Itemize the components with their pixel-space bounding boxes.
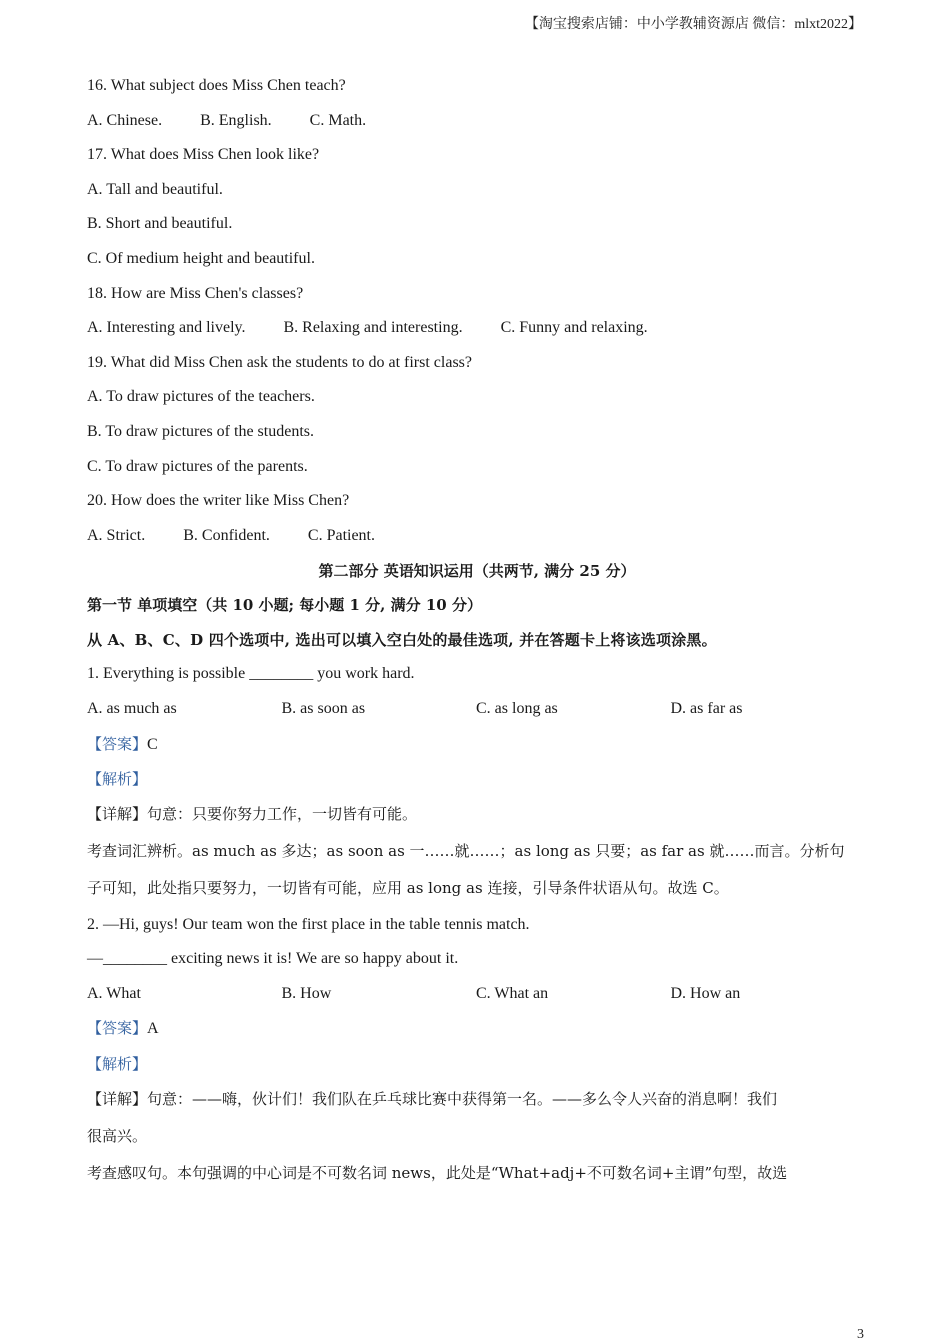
item-2-option-a: A. What: [87, 984, 141, 1002]
option-19-b: B. To draw pictures of the students.: [87, 422, 314, 440]
item-2-stem-line-2: —________ exciting news it is! We are so happy about it.: [87, 950, 459, 968]
item-1-option-c: C. as long as: [476, 699, 558, 717]
item-1-stem: 1. Everything is possible ________ you work hard.: [87, 665, 415, 683]
question-18: 18. How are Miss Chen's classes?: [87, 284, 304, 302]
section1-title: 第一节 单项填空（共 10 小题; 每小题 1 分, 满分 10 分）: [87, 596, 482, 615]
option-17-b: B. Short and beautiful.: [87, 215, 233, 233]
option-16-a: A. Chinese.: [87, 111, 163, 129]
option-18-c: C. Funny and relaxing.: [500, 319, 648, 337]
options-18: [87, 318, 867, 338]
item-1-explanation-line-1: 考查词汇辨析。as much as 多达；as soon as 一……就……；as long as 只要；as far as 就……而言。分析句: [87, 841, 845, 860]
option-20-a: A. Strict.: [87, 526, 146, 544]
part2-title: 第二部分 英语知识运用（共两节, 满分 25 分）: [318, 562, 636, 581]
option-17-a: A. Tall and beautiful.: [87, 180, 223, 198]
item-2-option-b: B. How: [281, 984, 332, 1002]
item-2-detail-line-2: 很高兴。: [87, 1126, 148, 1145]
answer-value: C: [147, 735, 158, 753]
item-2-stem-line-1: 2. —Hi, guys! Our team won the first place in the table tennis match.: [87, 915, 530, 933]
option-18-a: A. Interesting and lively.: [87, 319, 246, 337]
page-number: 3: [857, 1327, 864, 1342]
page-header: 【淘宝搜索店铺：中小学教辅资源店 微信：mlxt2022】: [524, 17, 862, 32]
item-1-options: [87, 699, 867, 719]
answer-label: 【答案】: [87, 1019, 148, 1038]
item-1-option-d: D. as far as: [670, 699, 743, 717]
item-1-analysis-label: 【解析】: [87, 770, 148, 789]
item-2-option-c: C. What an: [476, 984, 549, 1002]
item-2-analysis-label: 【解析】: [87, 1055, 148, 1074]
options-20: [87, 526, 867, 546]
question-19: 19. What did Miss Chen ask the students to do at first class?: [87, 353, 472, 371]
item-1-detail: 【详解】句意：只要你努力工作，一切皆有可能。: [87, 804, 418, 823]
option-20-b: B. Confident.: [183, 526, 270, 544]
option-19-a: A. To draw pictures of the teachers.: [87, 388, 315, 406]
item-1-explanation-line-2: 子可知，此处指只要努力，一切皆有可能，应用 as long as 连接，引导条件状语从句。故选 C。: [87, 878, 729, 897]
option-16-c: C. Math.: [309, 111, 367, 129]
item-2-options: [87, 984, 867, 1004]
section1-instruction: 从 A、B、C、D 四个选项中, 选出可以填入空白处的最佳选项, 并在答题卡上将该选项涂黑。: [87, 631, 717, 650]
option-18-b: B. Relaxing and interesting.: [283, 319, 463, 337]
item-2-detail-line-1: 【详解】句意：——嗨，伙计们！我们队在乒乓球比赛中获得第一名。——多么令人兴奋的消息啊！我们: [87, 1089, 778, 1108]
option-20-c: C. Patient.: [307, 526, 375, 544]
question-17: 17. What does Miss Chen look like?: [87, 146, 320, 164]
item-1-answer: [87, 734, 867, 755]
document-body: [87, 76, 867, 1200]
item-2-explanation: 考查感叹句。本句强调的中心词是不可数名词 news，此处是“What+adj+不可数名词+主谓”句型，故选: [87, 1163, 788, 1182]
option-16-b: B. English.: [200, 111, 272, 129]
answer-label: 【答案】: [87, 734, 148, 753]
question-16: 16. What subject does Miss Chen teach?: [87, 77, 346, 94]
option-19-c: C. To draw pictures of the parents.: [87, 457, 308, 475]
question-20: 20. How does the writer like Miss Chen?: [87, 492, 350, 510]
options-16: [87, 111, 867, 131]
option-17-c: C. Of medium height and beautiful.: [87, 249, 315, 267]
item-1-option-b: B. as soon as: [281, 699, 366, 717]
item-2-option-d: D. How an: [670, 984, 741, 1002]
item-1-option-a: A. as much as: [87, 699, 177, 717]
answer-value: A: [147, 1020, 159, 1038]
item-2-answer: [87, 1018, 867, 1039]
